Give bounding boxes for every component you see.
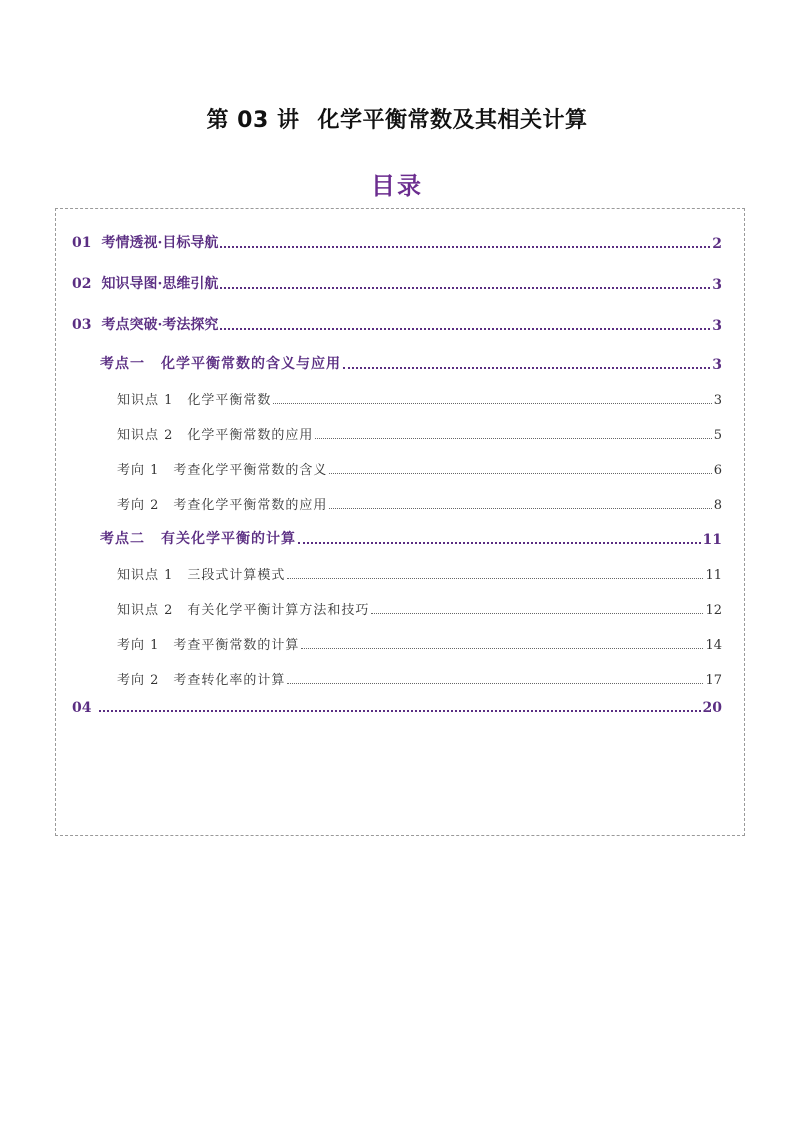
toc-section-03[interactable] [72,314,722,334]
toc-item-number: 知识点 1 [117,393,174,408]
toc-item[interactable] [117,634,722,653]
toc-item-title: 考查化学平衡常数的含义 [173,463,328,478]
toc-item-number: 知识点 2 [117,603,174,618]
toc-item[interactable] [117,564,722,583]
dot-leader [99,709,700,712]
toc-section-01[interactable] [72,232,722,252]
toc-topic-1[interactable] [100,353,722,373]
toc-page-number: 3 [713,393,722,408]
toc-section-number: 04 [72,700,92,716]
toc-page-number: 3 [712,277,722,293]
toc-item-number: 考向 1 [117,638,160,653]
toc-page-number: 8 [713,498,722,513]
toc-item-number: 考向 2 [117,673,160,688]
dot-leader [298,541,701,544]
toc-section-04[interactable] [72,700,722,716]
toc-section-title: 知识导图·思维引航 [101,276,219,292]
toc-box [55,208,745,836]
toc-page-number: 11 [705,568,722,583]
toc-item[interactable] [117,459,722,478]
toc-topic-title: 有关化学平衡的计算 [161,531,296,547]
toc-item-title: 化学平衡常数的应用 [187,428,314,443]
toc-item-title: 化学平衡常数 [187,393,272,408]
dot-leader [343,366,710,369]
toc-item-number: 考向 1 [117,463,160,478]
toc-item[interactable] [117,669,722,688]
toc-item-number: 知识点 2 [117,428,174,443]
dot-leader [220,286,710,289]
toc-item-title: 有关化学平衡计算方法和技巧 [187,603,370,618]
toc-page-number: 6 [713,463,722,478]
toc-section-title: 考点突破·考法探究 [101,317,219,333]
toc-page-number: 12 [705,603,722,618]
toc-topic-number: 考点一 [100,356,145,372]
toc-item-number: 知识点 1 [117,568,174,583]
toc-page-number: 3 [712,357,722,373]
toc-page-number: 3 [712,318,722,334]
dot-leader [371,612,703,614]
toc-page-number: 5 [713,428,722,443]
dot-leader [301,647,703,649]
lecture-topic: 化学平衡常数及其相关计算 [317,108,588,133]
toc-section-02[interactable] [72,273,722,293]
lecture-title [0,103,794,134]
toc-item-title: 考查平衡常数的计算 [173,638,300,653]
toc-item[interactable] [117,424,722,443]
dot-leader [287,682,703,684]
toc-page-number: 17 [705,673,722,688]
toc-item-title: 考查转化率的计算 [173,673,286,688]
dot-leader [220,327,710,330]
toc-section-number: 02 [72,276,92,292]
dot-leader [287,577,703,579]
toc-page-number: 2 [712,236,722,252]
toc-item[interactable] [117,599,722,618]
dot-leader [329,472,711,474]
toc-topic-title: 化学平衡常数的含义与应用 [161,356,341,372]
toc-page-number: 14 [705,638,722,653]
toc-section-title: 考情透视·目标导航 [101,235,219,251]
toc-section-number: 01 [72,235,92,251]
toc-item-number: 考向 2 [117,498,160,513]
dot-leader [220,245,710,248]
toc-page-number: 20 [702,700,722,716]
toc-item-title: 考查化学平衡常数的应用 [173,498,328,513]
dot-leader [329,507,711,509]
toc-item[interactable] [117,494,722,513]
toc-section-number: 03 [72,317,92,333]
toc-item-title: 三段式计算模式 [187,568,286,583]
toc-topic-2[interactable] [100,528,722,548]
dot-leader [315,437,711,439]
toc-heading: 目录 [371,172,423,200]
dot-leader [273,402,711,404]
toc-topic-number: 考点二 [100,531,145,547]
lecture-number: 第 03 讲 [206,108,300,133]
toc-item[interactable] [117,389,722,408]
toc-page-number: 11 [702,532,722,548]
